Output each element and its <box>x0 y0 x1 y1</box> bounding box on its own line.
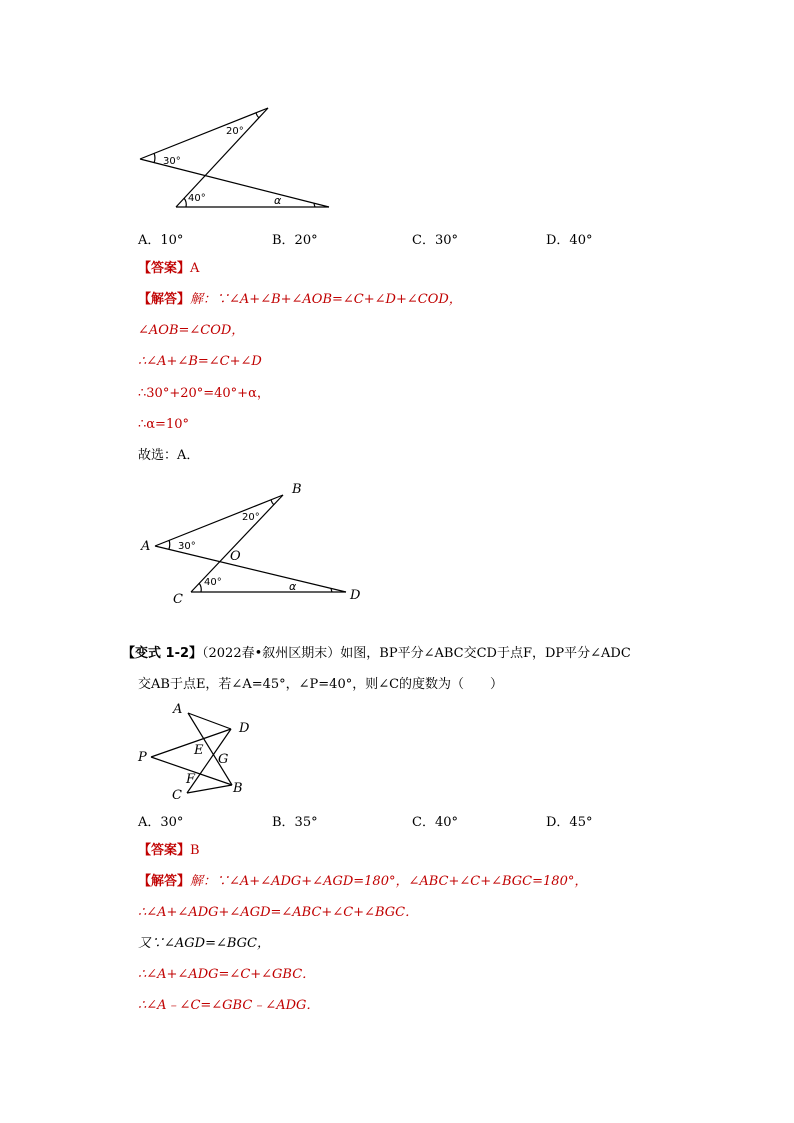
fig2-arc-bottom <box>199 583 201 592</box>
fig2-angle-bottom: 40° <box>204 577 222 588</box>
fig1-segment-ab <box>140 108 268 159</box>
fig3-label-a: A <box>173 702 183 717</box>
fig2-segment-ab <box>155 495 283 546</box>
fig3-label-d: D <box>239 721 250 736</box>
q2-answer-value: B <box>190 843 200 858</box>
q2-stem-line-2: 交AB于点E，若∠A=45°，∠P=40°，则∠C的度数为（ ） <box>138 677 504 692</box>
q1-solution-tag: 【解答】 <box>138 292 191 307</box>
q2-tag: 【变式 1-2】 <box>122 646 203 661</box>
fig3-segment-ad <box>188 713 231 729</box>
q2-answer-tag: 【答案】 <box>138 843 191 858</box>
fig1-arc-bottom <box>184 198 186 207</box>
fig3-label-c: C <box>172 788 182 803</box>
fig1-arc-left <box>154 153 155 163</box>
q1-answer <box>138 260 199 278</box>
q1-solution-line-6: 故选：A． <box>138 448 200 463</box>
q2-answer <box>138 842 200 860</box>
fig3-label-f: F <box>186 772 196 787</box>
q1-solution-line-5: ∴α=10° <box>138 417 189 432</box>
q1-option-b: B．20° <box>272 233 318 248</box>
q2-stem-text-1: （2022春•叙州区期末）如图，BP平分∠ABC交CD于点F，DP平分∠ADC <box>202 646 631 661</box>
q1-option-c: C．30° <box>412 233 458 248</box>
q1-answer-tag: 【答案】 <box>138 261 191 276</box>
fig3-label-p: P <box>138 750 147 765</box>
figure-3 <box>135 698 265 804</box>
q2-option-d: D．45° <box>546 815 593 830</box>
q2-solution-line-3: 又∵∠AGD=∠BGC， <box>138 936 270 951</box>
q1-solution-line-2: ∠AOB=∠COD， <box>138 323 245 338</box>
q2-option-b: B．35° <box>272 815 318 830</box>
fig1-angle-bottom: 40° <box>188 193 206 204</box>
q1-answer-value: A <box>190 261 200 276</box>
q2-solution-line-5: ∴∠A﹣∠C=∠GBC﹣∠ADG． <box>138 998 320 1013</box>
q1-option-d: D．40° <box>546 233 593 248</box>
fig1-angle-left: 30° <box>163 156 181 167</box>
q1-solution-line-1 <box>138 291 462 309</box>
fig2-angle-left: 30° <box>178 541 196 552</box>
fig1-angle-top: 20° <box>226 126 244 137</box>
q1-solution-line-4: ∴30°+20°=40°+α， <box>138 386 270 401</box>
figure-1 <box>130 100 350 215</box>
fig3-label-e: E <box>194 743 204 758</box>
q1-solution-line-3: ∴∠A+∠B=∠C+∠D <box>138 354 262 369</box>
fig2-angle-alpha: α <box>289 580 297 593</box>
fig2-arc-left <box>169 540 170 549</box>
q2-solution-text-1: 解：∵∠A+∠ADG+∠AGD=180°，∠ABC+∠C+∠BGC=180°， <box>190 874 588 889</box>
q2-solution-tag: 【解答】 <box>138 874 191 889</box>
q2-solution-line-1 <box>138 873 587 891</box>
fig3-label-g: G <box>218 752 229 767</box>
fig2-label-o: O <box>230 549 241 564</box>
q2-stem-line-1 <box>122 645 631 663</box>
fig2-angle-top: 20° <box>242 512 260 523</box>
q2-option-c: C．40° <box>412 815 458 830</box>
fig3-label-b: B <box>233 781 243 796</box>
fig2-label-b: B <box>292 482 302 497</box>
fig1-arc-top <box>256 113 259 118</box>
q2-option-a: A．30° <box>138 815 184 830</box>
q2-solution-line-4: ∴∠A+∠ADG=∠C+∠GBC． <box>138 967 316 982</box>
fig2-arc-top <box>271 500 274 505</box>
figure-2 <box>135 478 375 610</box>
fig2-label-c: C <box>173 592 183 607</box>
q1-solution-text-1: 解：∵∠A+∠B+∠AOB=∠C+∠D+∠COD， <box>190 292 462 307</box>
fig2-label-d: D <box>350 588 361 603</box>
fig2-label-a: A <box>141 539 151 554</box>
q1-option-a: A．10° <box>138 233 184 248</box>
fig2-segment-ad <box>155 546 346 592</box>
q2-solution-line-2: ∴∠A+∠ADG+∠AGD=∠ABC+∠C+∠BGC． <box>138 905 419 920</box>
fig1-angle-alpha: α <box>274 194 282 207</box>
